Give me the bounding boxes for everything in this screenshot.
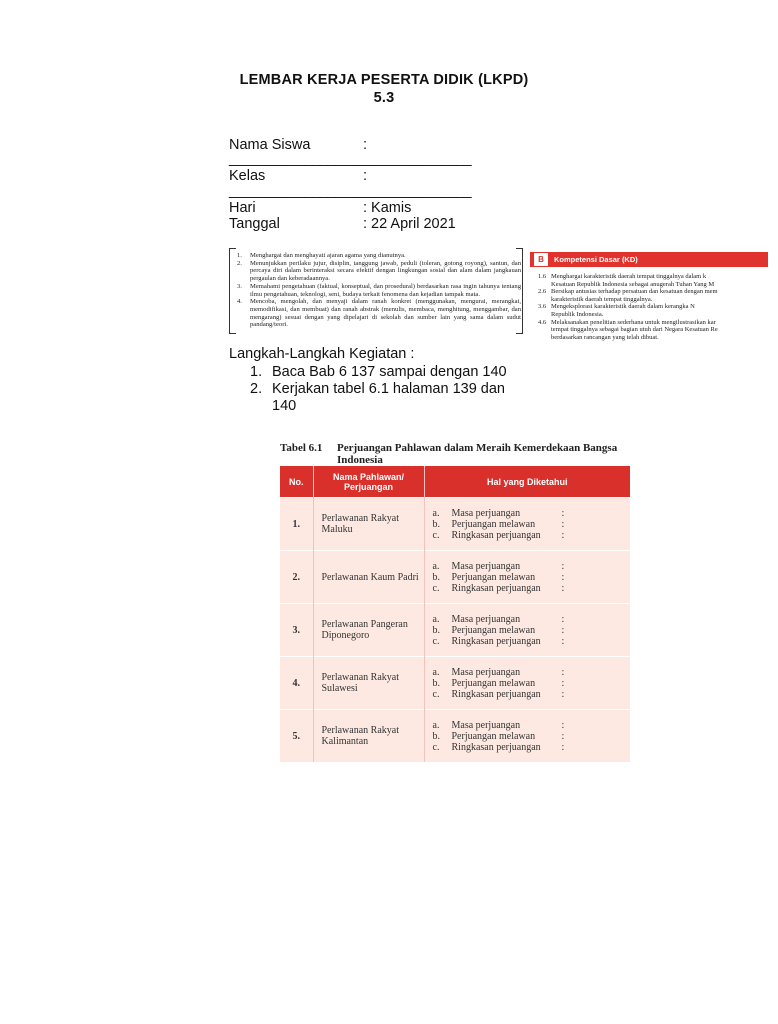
row-number: 3. xyxy=(280,604,313,657)
header-hal: Hal yang Diketahui xyxy=(424,466,630,498)
item-text: Menghargai dan menghayati ajaran agama yang dianutnya. xyxy=(250,252,406,259)
list-item xyxy=(538,334,778,342)
info-item xyxy=(433,519,631,530)
step-number: 2. xyxy=(250,381,263,397)
row-info xyxy=(424,498,630,551)
item-number: 1. xyxy=(237,252,242,259)
info-label: Ringkasan perjuangan xyxy=(451,529,541,541)
info-letter: b. xyxy=(432,624,440,636)
list-item xyxy=(250,381,527,415)
table-row xyxy=(280,657,630,710)
steps-list xyxy=(250,364,527,415)
row-name: Perlawanan Pangeran Diponegoro xyxy=(313,604,424,657)
item-line: Menghargai karakteristik daerah tempat tinggalnya dalam k xyxy=(551,273,707,280)
kelas-label: Kelas xyxy=(229,168,266,184)
info-colon: : xyxy=(561,677,565,689)
info-label: Perjuangan melawan xyxy=(451,624,536,636)
info-label: Ringkasan perjuangan xyxy=(451,741,541,753)
info-letter: c. xyxy=(432,635,440,647)
info-colon: : xyxy=(561,582,565,594)
item-line: karakteristik daerah tempat tinggalnya. xyxy=(551,295,653,303)
info-colon: : xyxy=(561,518,565,530)
item-line: Melaksanakan penelitian sederhana untuk mengilustrasikan kar xyxy=(551,318,716,326)
row-number: 5. xyxy=(280,710,313,763)
list-item xyxy=(538,296,778,304)
item-line: Bersikap antusias terhadap persatuan dan kesatuan dengan mem xyxy=(551,288,718,296)
item-number: 2. xyxy=(237,259,242,267)
kd-letter-badge: B xyxy=(534,253,548,266)
list-item xyxy=(237,283,521,298)
info-letter: b. xyxy=(432,518,440,530)
list-item xyxy=(237,260,521,283)
step-number: 1. xyxy=(250,364,263,380)
kompetensi-inti-list xyxy=(237,252,521,329)
info-colon: : xyxy=(561,624,565,636)
list-item xyxy=(237,298,521,329)
perjuangan-table xyxy=(280,466,630,762)
info-letter: a. xyxy=(432,613,440,625)
list-item xyxy=(538,311,778,319)
info-item xyxy=(433,572,631,583)
list-item xyxy=(538,273,778,281)
info-label: Masa perjuangan xyxy=(451,613,521,625)
info-label: Masa perjuangan xyxy=(451,719,521,731)
info-label: Ringkasan perjuangan xyxy=(451,635,541,647)
tanggal-label: Tanggal xyxy=(229,216,280,232)
item-line: berdasarkan rancangan yang telah dibuat. xyxy=(551,333,659,341)
info-colon: : xyxy=(561,719,565,731)
row-number: 2. xyxy=(280,551,313,604)
table-row xyxy=(280,551,630,604)
hari-label: Hari xyxy=(229,200,256,216)
info-letter: b. xyxy=(432,730,440,742)
kompetensi-dasar-box xyxy=(530,248,768,341)
info-label: Ringkasan perjuangan xyxy=(451,582,541,594)
info-label: Perjuangan melawan xyxy=(451,677,536,689)
info-colon: : xyxy=(561,613,565,625)
info-item xyxy=(433,689,631,700)
info-item xyxy=(433,625,631,636)
header-no: No. xyxy=(280,466,313,498)
info-label: Perjuangan melawan xyxy=(451,518,536,530)
list-item xyxy=(538,303,778,311)
item-number: 3. xyxy=(237,282,242,290)
info-colon: : xyxy=(561,507,565,519)
table-row xyxy=(280,710,630,763)
info-item xyxy=(433,636,631,647)
steps-title: Langkah-Langkah Kegiatan : xyxy=(229,346,415,362)
list-item xyxy=(237,252,521,260)
info-label: Masa perjuangan xyxy=(451,507,521,519)
info-item xyxy=(433,742,631,753)
item-number: 2.6 xyxy=(538,288,547,296)
table-caption-label: Tabel 6.1 xyxy=(280,442,323,454)
info-item xyxy=(433,583,631,594)
info-item xyxy=(433,508,631,519)
kd-title: Kompetensi Dasar (KD) xyxy=(554,255,638,264)
item-line: tempat tinggalnya sebagai bagian utuh dari Negara Kesatuan Re xyxy=(551,326,718,334)
item-line: Mengeksplorasi karakteristik daerah dalam kerangka N xyxy=(551,303,695,311)
row-number: 4. xyxy=(280,657,313,710)
nama-value: : xyxy=(363,137,368,153)
info-item xyxy=(433,678,631,689)
info-letter: a. xyxy=(432,719,440,731)
info-item xyxy=(433,720,631,731)
row-info xyxy=(424,604,630,657)
step-text: Baca Bab 6 137 sampai dengan 140 xyxy=(272,364,507,380)
info-label: Masa perjuangan xyxy=(451,560,521,572)
info-colon: : xyxy=(561,688,565,700)
row-name: Perlawanan Kaum Padri xyxy=(313,551,424,604)
list-item xyxy=(538,326,778,334)
info-letter: c. xyxy=(432,741,440,753)
page-subtitle: 5.3 xyxy=(373,90,395,106)
info-colon: : xyxy=(561,741,565,753)
item-line: Kesatuan Republik Indonesia sebagai anugerah Tuhan Yang M xyxy=(551,280,715,288)
item-number: 3.6 xyxy=(538,303,547,311)
info-item xyxy=(433,561,631,572)
hari-value: : Kamis xyxy=(363,200,412,216)
item-number: 4.6 xyxy=(538,318,547,326)
page-title: LEMBAR KERJA PESERTA DIDIK (LKPD) xyxy=(239,72,529,88)
info-letter: b. xyxy=(432,571,440,583)
info-colon: : xyxy=(561,666,565,678)
info-label: Masa perjuangan xyxy=(451,666,521,678)
kelas-blank-line: ________________________________ xyxy=(229,183,472,199)
row-info xyxy=(424,551,630,604)
info-letter: a. xyxy=(432,560,440,572)
info-colon: : xyxy=(561,529,565,541)
row-name: Perlawanan Rakyat Maluku xyxy=(313,498,424,551)
row-number: 1. xyxy=(280,498,313,551)
kelas-value: : xyxy=(363,168,368,184)
tanggal-value: : 22 April 2021 xyxy=(363,216,456,232)
list-item xyxy=(538,281,778,289)
info-letter: c. xyxy=(432,688,440,700)
row-info xyxy=(424,710,630,763)
info-item xyxy=(433,667,631,678)
info-letter: b. xyxy=(432,677,440,689)
item-line: Republik Indonesia. xyxy=(551,310,604,318)
info-letter: c. xyxy=(432,529,440,541)
info-colon: : xyxy=(561,730,565,742)
header-nama: Nama Pahlawan/ Perjuangan xyxy=(313,466,424,498)
info-colon: : xyxy=(561,560,565,572)
info-item xyxy=(433,614,631,625)
info-letter: c. xyxy=(432,582,440,594)
left-bracket xyxy=(229,248,236,334)
info-label: Perjuangan melawan xyxy=(451,571,536,583)
kompetensi-dasar-list xyxy=(538,273,778,341)
item-text: Memahami pengetahuan (faktual, konseptual, dan prosedural) berdasarkan rasa ingin tahunya tentang ilmu pengetahuan, teknologi, seni, budaya terkait fenomena dan kejadian tampak mata. xyxy=(250,282,521,298)
table-row xyxy=(280,604,630,657)
item-text: Mencoba, mengolah, dan menyaji dalam ranah konkret (menggunakan, mengurai, merangkai, memodifikasi, dan membuat) dan ranah abstrak (menulis, membaca, menghitung, menggambar, dan mengarang) sesuai dengan yang dipelajari di sekolah dan sumber lain yang sama dalam sudut pandang/teori. xyxy=(250,298,521,329)
step-text: Kerjakan tabel 6.1 halaman 139 dan 140 xyxy=(272,381,505,414)
list-item xyxy=(538,288,778,296)
row-info xyxy=(424,657,630,710)
info-label: Perjuangan melawan xyxy=(451,730,536,742)
info-item xyxy=(433,530,631,541)
info-colon: : xyxy=(561,571,565,583)
table-caption-title: Perjuangan Pahlawan dalam Meraih Kemerdekaan Bangsa Indonesia xyxy=(337,442,618,466)
kompetensi-inti-box xyxy=(229,248,523,332)
info-label: Ringkasan perjuangan xyxy=(451,688,541,700)
nama-blank-line: ________________________________ xyxy=(229,151,472,167)
info-letter: a. xyxy=(432,666,440,678)
info-item xyxy=(433,731,631,742)
info-letter: a. xyxy=(432,507,440,519)
list-item xyxy=(250,364,527,381)
kd-header xyxy=(530,252,768,267)
info-colon: : xyxy=(561,635,565,647)
item-text: Menunjukkan perilaku jujur, disiplin, tanggung jawab, peduli (toleran, gotong royong), santun, dan percaya diri dalam berinteraksi secara efektif dengan lingkungan sosial dan alam dalam jangkauan pergaulan dan keberadaannya. xyxy=(250,259,521,283)
row-name: Perlawanan Rakyat Kalimantan xyxy=(313,710,424,763)
nama-label: Nama Siswa xyxy=(229,137,311,153)
table-row xyxy=(280,498,630,551)
table-header-row xyxy=(280,466,630,498)
item-number: 1.6 xyxy=(538,273,547,280)
list-item xyxy=(538,319,778,327)
item-number: 4. xyxy=(237,298,242,306)
table-caption xyxy=(280,442,627,466)
row-name: Perlawanan Rakyat Sulawesi xyxy=(313,657,424,710)
table-body xyxy=(280,498,630,763)
